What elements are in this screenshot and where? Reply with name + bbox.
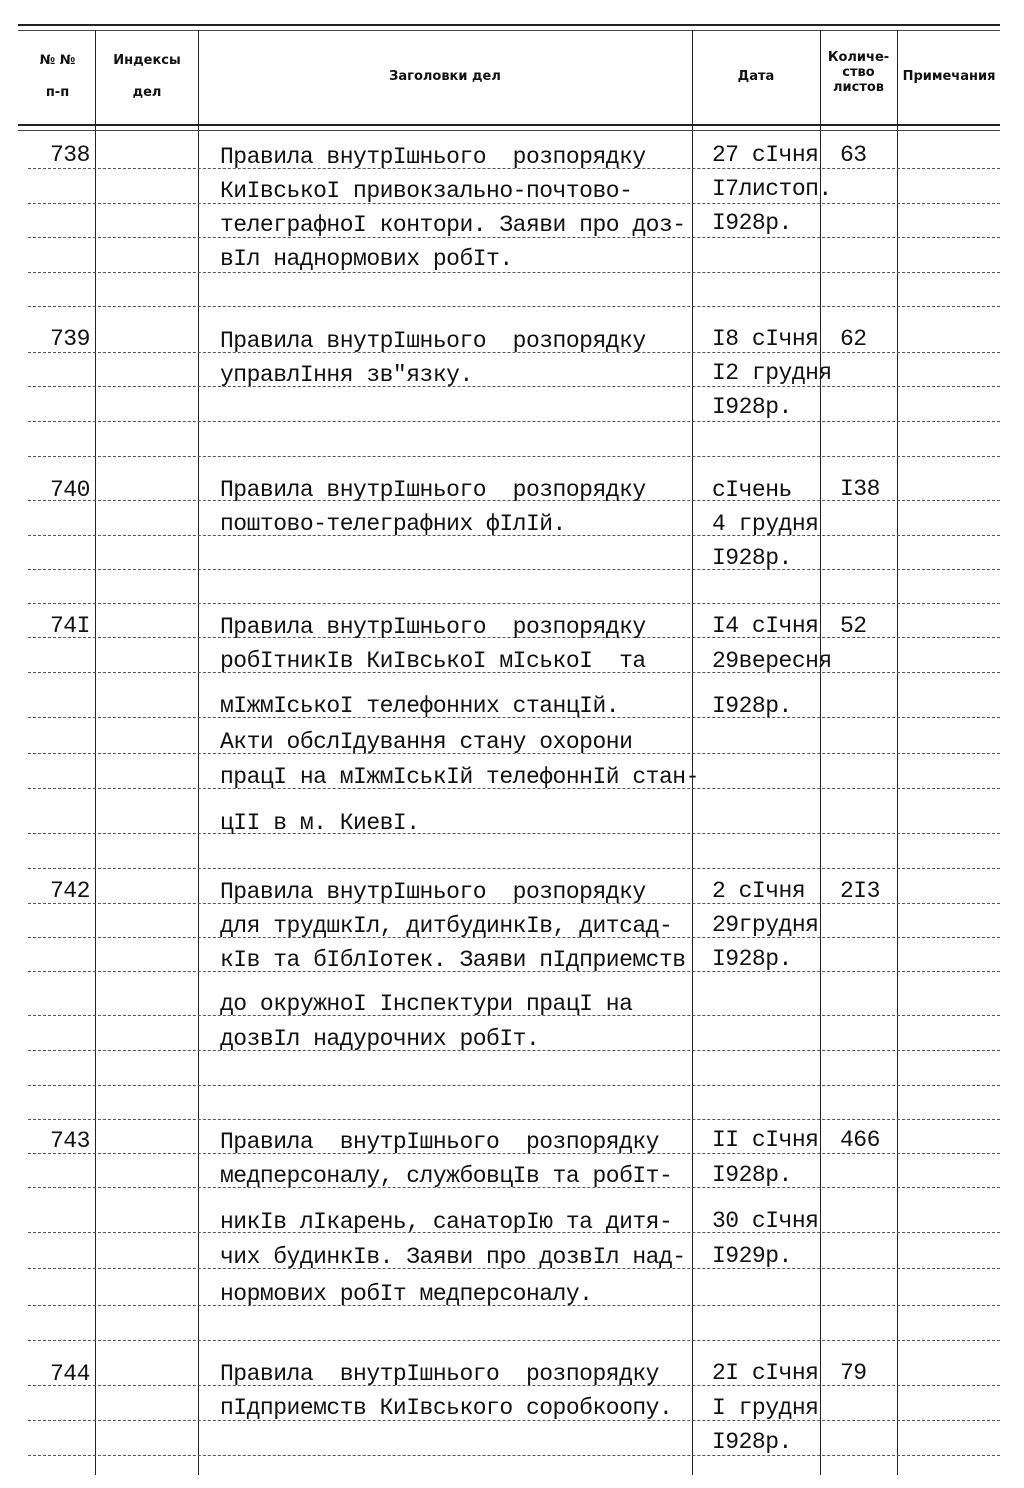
entry-date-line: І7листоп. bbox=[712, 176, 832, 202]
entry-date-line: І грудня bbox=[712, 1395, 819, 1421]
entry-count: І38 bbox=[840, 476, 880, 502]
entry-date-line: 27 сІчня bbox=[712, 142, 819, 168]
header-count-1: Количе- bbox=[827, 50, 890, 65]
entry-date-line: І929р. bbox=[712, 1243, 792, 1269]
header-count bbox=[820, 50, 897, 95]
ruled-line bbox=[28, 1085, 1000, 1086]
entry-title-line: чих будинкІв. Заяви про дозвІл над- bbox=[220, 1244, 686, 1270]
header-top-rule bbox=[18, 24, 1000, 31]
ruled-line bbox=[28, 833, 1000, 834]
entry-title-line: пІдприемств КиІвського соробкоопу. bbox=[220, 1395, 673, 1421]
ruled-line bbox=[28, 421, 1000, 422]
entry-date-line: сІчень bbox=[712, 477, 792, 503]
header-notes: Примечания bbox=[902, 69, 996, 84]
entry-title-line: кІв та бІблІотек. Заяви пІдприемств bbox=[220, 947, 686, 973]
entry-count: 466 bbox=[840, 1127, 880, 1153]
entry-number: 744 bbox=[50, 1361, 90, 1387]
entry-number: 738 bbox=[50, 142, 90, 168]
entry-title-line: телеграфноІ контори. Заяви про доз- bbox=[220, 212, 686, 238]
entry-number: 743 bbox=[50, 1128, 90, 1154]
entry-date-line: ІІ сІчня bbox=[712, 1127, 819, 1153]
header-bottom-rule bbox=[18, 124, 1000, 131]
entry-title-line: Акти обслІдування стану охорони bbox=[220, 729, 633, 755]
ruled-line bbox=[28, 386, 1000, 387]
header-index-sub: дел bbox=[132, 85, 162, 100]
entry-title-line: нормових робІт медперсоналу. bbox=[220, 1281, 593, 1307]
entry-title-line: до окружноІ Інспектури працІ на bbox=[220, 991, 633, 1017]
entry-title-line: поштово-телеграфних фІлІй. bbox=[220, 511, 566, 537]
entry-date-line: І928р. bbox=[712, 693, 792, 719]
entry-title-line: Правила внутрІшнього розпорядку bbox=[220, 477, 646, 503]
entry-title-line: Правила внутрІшнього розпорядку bbox=[220, 328, 646, 354]
entry-number: 74І bbox=[50, 613, 90, 639]
ruled-line bbox=[28, 306, 1000, 307]
entry-number: 740 bbox=[50, 477, 90, 503]
entry-title-line: для трудшкІл, дитбудинкІв, дитсад- bbox=[220, 913, 673, 939]
ruled-line bbox=[28, 272, 1000, 273]
entry-count: 63 bbox=[840, 142, 867, 168]
entry-date-line: І928р. bbox=[712, 1162, 792, 1188]
ruled-line bbox=[28, 1119, 1000, 1120]
entry-date-line: 30 сІчня bbox=[712, 1208, 819, 1234]
header-number bbox=[25, 52, 90, 102]
entry-title-line: мІжмІськоІ телефонних станцІй. bbox=[220, 693, 620, 719]
entry-title-line: Правила внутрІшнього розпорядку bbox=[220, 879, 646, 905]
entry-count: 62 bbox=[840, 326, 867, 352]
entry-count: 52 bbox=[840, 613, 867, 639]
entry-title-line: управлІння зв"язку. bbox=[220, 362, 473, 388]
entry-date-line: І928р. bbox=[712, 210, 792, 236]
entry-date-line: І2 грудня bbox=[712, 360, 832, 386]
entry-title-line: працІ на мІжмІськІй телефоннІй стан- bbox=[220, 764, 699, 790]
entry-date-line: 2 сІчня bbox=[712, 878, 806, 904]
entry-number: 742 bbox=[50, 878, 90, 904]
entry-title-line: медперсоналу, службовцІв та робІт- bbox=[220, 1163, 673, 1189]
entry-title-line: цІІ в м. КиевІ. bbox=[220, 810, 420, 836]
header-title: Заголовки дел bbox=[389, 69, 501, 84]
ruled-line bbox=[28, 456, 1000, 457]
header-number-label: № № bbox=[39, 53, 76, 68]
ruled-line bbox=[28, 1340, 1000, 1341]
entry-number: 739 bbox=[50, 326, 90, 352]
entry-date-line: 2І сІчня bbox=[712, 1360, 819, 1386]
entry-date-line: 29грудня bbox=[712, 912, 819, 938]
entry-title-line: вІл наднормових робІт. bbox=[220, 246, 513, 272]
header-number-sub: п-п bbox=[45, 85, 70, 100]
entry-date-line: І8 сІчня bbox=[712, 326, 819, 352]
entry-date-line: І928р. bbox=[712, 946, 792, 972]
entry-title-line: КиІвськоІ привокзально-почтово- bbox=[220, 178, 633, 204]
entry-title-line: робІтникІв КиІвськоІ мІськоІ та bbox=[220, 648, 646, 674]
entry-date-line: І928р. bbox=[712, 394, 792, 420]
ruled-line bbox=[28, 868, 1000, 869]
entry-count: 79 bbox=[840, 1360, 867, 1386]
header-index bbox=[98, 52, 196, 102]
entry-date-line: 29вересня bbox=[712, 648, 832, 674]
header-count-2: ство bbox=[842, 65, 875, 80]
ruled-line bbox=[28, 569, 1000, 570]
header-count-3: листов bbox=[832, 80, 885, 95]
header-index-label: Индексы bbox=[113, 53, 181, 68]
entry-date-line: І928р. bbox=[712, 545, 792, 571]
header-date: Дата bbox=[737, 69, 775, 84]
ruled-line bbox=[28, 603, 1000, 604]
entry-date-line: І4 сІчня bbox=[712, 613, 819, 639]
entry-count: 2І3 bbox=[840, 878, 880, 904]
entry-date-line: 4 грудня bbox=[712, 511, 819, 537]
entry-title-line: Правила внутрІшнього розпорядку bbox=[220, 1361, 659, 1387]
entry-title-line: Правила внутрІшнього розпорядку bbox=[220, 144, 646, 170]
entry-title-line: Правила внутрІшнього розпорядку bbox=[220, 1129, 659, 1155]
ruled-line bbox=[28, 1455, 1000, 1456]
entry-title-line: дозвІл надурочних робІт. bbox=[220, 1026, 540, 1052]
entry-date-line: І928р. bbox=[712, 1429, 792, 1455]
entry-title-line: никІв лІкарень, санаторІю та дитя- bbox=[220, 1209, 673, 1235]
entry-title-line: Правила внутрІшнього розпорядку bbox=[220, 614, 646, 640]
